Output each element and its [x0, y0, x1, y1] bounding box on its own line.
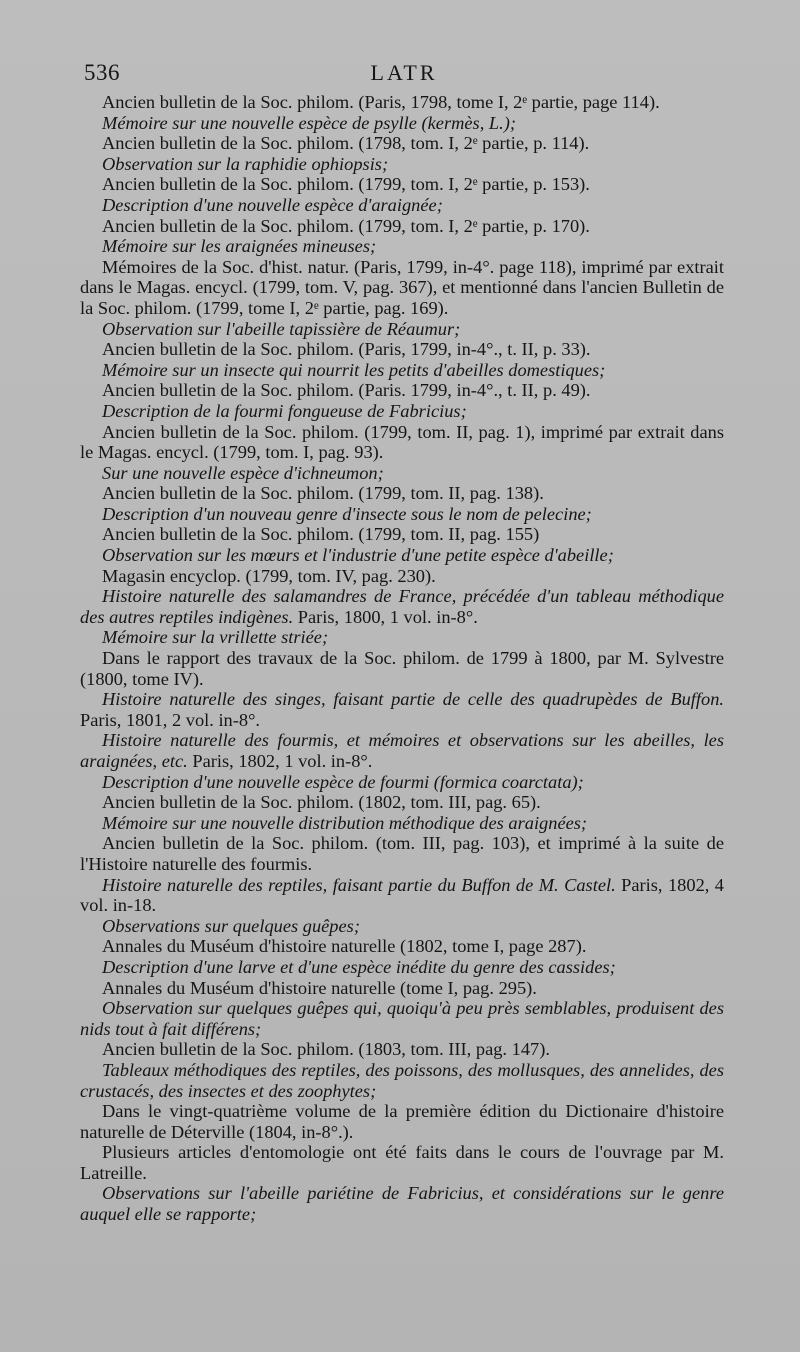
title-entry — [80, 730, 724, 771]
title-entry — [80, 875, 724, 916]
citation-entry — [80, 257, 724, 319]
citation-entry — [80, 833, 724, 874]
title-entry — [80, 627, 724, 648]
citation-entry — [80, 792, 724, 813]
entry-text: Ancien bulletin de la Soc. philom. (tom. III, pag. 103), et imprimé à la suite de l'Histoire naturelle des fourmis. — [80, 833, 724, 874]
entry-text: Annales du Muséum d'histoire naturelle (1802, tome I, page 287). — [102, 936, 587, 957]
title-entry — [80, 813, 724, 834]
entry-text: Description d'une nouvelle espèce de fourmi (formica coarctata); — [102, 771, 584, 792]
entry-text: Ancien bulletin de la Soc. philom. (1799, tom. I, 2ᵉ partie, p. 153). — [102, 174, 590, 195]
citation-entry — [80, 978, 724, 999]
title-entry — [80, 236, 724, 257]
entry-text: Magasin encyclop. (1799, tom. IV, pag. 230). — [102, 565, 436, 586]
entry-imprint: Paris, 1802, 1 vol. in-8°. — [187, 751, 373, 771]
entry-text: Histoire naturelle des singes, faisant partie de celle des quadrupèdes de Buffon. — [102, 689, 724, 710]
title-entry — [80, 916, 724, 937]
entry-text: Ancien bulletin de la Soc. philom. (1799, tom. II, pag. 155) — [102, 524, 540, 545]
entry-text: Observation sur l'abeille tapissière de Réaumur; — [102, 318, 461, 339]
entry-imprint: Paris, 1801, 2 vol. in-8°. — [80, 709, 261, 730]
entry-text: Ancien bulletin de la Soc. philom. (Paris. 1799, in-4°., t. II, p. 49). — [102, 380, 591, 401]
citation-entry — [80, 339, 724, 360]
citation-entry — [80, 524, 724, 545]
title-entry — [80, 772, 724, 793]
title-entry — [80, 1060, 724, 1101]
entry-text: Description d'une nouvelle espèce d'araignée; — [102, 194, 443, 215]
citation-entry — [80, 174, 724, 195]
title-entry — [80, 998, 724, 1039]
entry-imprint: Paris, 1800, 1 vol. in-8°. — [293, 606, 478, 627]
entry-text: Ancien bulletin de la Soc. philom. (1798, tom. I, 2ᵉ partie, p. 114). — [102, 133, 590, 154]
title-entry — [80, 401, 724, 422]
entry-text: Mémoire sur une nouvelle espèce de psylle (kermès, L.); — [102, 112, 516, 133]
entry-text: Ancien bulletin de la Soc. philom. (1799, tom. I, 2ᵉ partie, p. 170). — [102, 215, 590, 236]
entry-text: Dans le rapport des travaux de la Soc. philom. de 1799 à 1800, par M. Sylvestre (1800, tome IV). — [80, 648, 724, 689]
entry-text: Description d'une larve et d'une espèce inédite du genre des cassides; — [102, 956, 616, 977]
citation-entry — [80, 1142, 724, 1183]
entry-text: Plusieurs articles d'entomologie ont été faits dans le cours de l'ouvrage par M. Latreille. — [80, 1142, 724, 1183]
entry-text: Observation sur la raphidie ophiopsis; — [102, 153, 389, 174]
entry-text: Histoire naturelle des reptiles, faisant partie du Buffon de M. Castel. — [102, 874, 616, 895]
title-entry — [80, 463, 724, 484]
citation-entry — [80, 216, 724, 237]
citation-entry — [80, 1039, 724, 1060]
entry-imprint: Paris, 1802, 4 vol. in-18. — [80, 874, 725, 916]
entry-text: Observations sur l'abeille pariétine de Fabricius, et considérations sur le genre auquel elle se rapporte; — [80, 1183, 724, 1225]
entry-text: Observation sur les mœurs et l'industrie d'une petite espèce d'abeille; — [102, 545, 614, 566]
citation-entry — [80, 648, 724, 689]
page-header — [84, 60, 724, 94]
title-entry — [80, 689, 724, 730]
entry-text: Ancien bulletin de la Soc. philom. (Paris, 1798, tome I, 2ᵉ partie, page 114). — [102, 92, 660, 112]
entry-text: Ancien bulletin de la Soc. philom. (Paris, 1799, in-4°., t. II, p. 33). — [102, 339, 591, 360]
title-entry — [80, 957, 724, 978]
citation-entry — [80, 133, 724, 154]
citation-entry — [80, 1101, 724, 1142]
entry-text: Ancien bulletin de la Soc. philom. (1799, tom. II, pag. 138). — [102, 483, 544, 504]
title-entry — [80, 545, 724, 566]
title-entry — [80, 195, 724, 216]
entry-text: Mémoire sur la vrillette striée; — [102, 627, 329, 648]
entry-text: Mémoire sur une nouvelle distribution méthodique des araignées; — [102, 812, 588, 833]
entry-text: Tableaux méthodiques des reptiles, des poissons, des mollusques, des annelides, des crustacés, des insectes et des zoophytes; — [80, 1059, 724, 1101]
entry-text: Observation sur quelques guêpes qui, quoiqu'à peu près semblables, produisent des nids tout à fait différens; — [80, 998, 724, 1039]
entry-text: Description de la fourmi fongueuse de Fabricius; — [102, 400, 467, 421]
page-number: 536 — [84, 60, 120, 85]
entry-text: Mémoire sur un insecte qui nourrit les petits d'abeilles domestiques; — [102, 359, 606, 380]
citation-entry — [80, 936, 724, 957]
entry-text: Mémoires de la Soc. d'hist. natur. (Paris, 1799, in-4°. page 118), imprimé par extrait dans le Magas. encycl. (1799, tom. V, pag. 367), et mentionné dans l'ancien Bulletin de la Soc. philom. (1799, tome I, 2ᵉ partie, pag. 169). — [80, 256, 724, 318]
title-entry — [80, 360, 724, 381]
title-entry — [80, 586, 724, 627]
entry-text: Annales du Muséum d'histoire naturelle (tome I, pag. 295). — [102, 977, 537, 998]
citation-entry — [80, 92, 724, 113]
citation-entry — [80, 483, 724, 504]
entry-text: Ancien bulletin de la Soc. philom. (1802, tom. III, pag. 65). — [102, 792, 541, 813]
running-head: LATR — [370, 60, 438, 85]
entry-text: Histoire naturelle des fourmis, et mémoires et observations sur les abeilles, les araignées, etc. — [80, 730, 724, 771]
citation-entry — [80, 422, 724, 463]
title-entry — [80, 504, 724, 525]
entry-text: Description d'un nouveau genre d'insecte sous le nom de pelecine; — [102, 503, 592, 524]
title-entry — [80, 1183, 724, 1224]
title-entry — [80, 319, 724, 340]
entry-text: Ancien bulletin de la Soc. philom. (1799, tom. II, pag. 1), imprimé par extrait dans le Magas. encycl. (1799, tom. I, pag. 93). — [80, 421, 724, 463]
entry-text: Ancien bulletin de la Soc. philom. (1803, tom. III, pag. 147). — [102, 1039, 550, 1060]
entry-text: Mémoire sur les araignées mineuses; — [102, 236, 377, 257]
entry-text: Dans le vingt-quatrième volume de la première édition du Dictionaire d'histoire naturelle de Déterville (1804, in-8°.). — [80, 1101, 724, 1142]
entry-text: Observations sur quelques guêpes; — [102, 915, 360, 936]
citation-entry — [80, 380, 724, 401]
title-entry — [80, 154, 724, 175]
bibliography-text — [80, 92, 724, 1225]
entry-text: Histoire naturelle des salamandres de France, précédée d'un tableau méthodique des autres reptiles indigènes. — [80, 586, 724, 627]
title-entry — [80, 113, 724, 134]
entry-text: Sur une nouvelle espèce d'ichneumon; — [102, 462, 384, 483]
citation-entry — [80, 566, 724, 587]
